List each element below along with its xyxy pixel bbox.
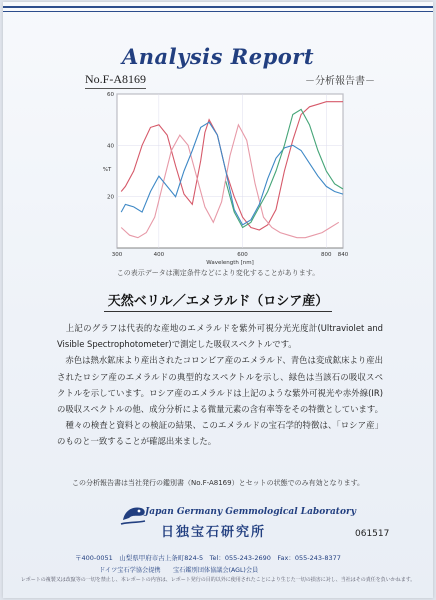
- chart-note: この表示データは測定条件などにより変化することがあります。: [116, 269, 320, 277]
- y-axis-label: %T: [102, 167, 112, 173]
- report-title: Analysis Report: [121, 44, 315, 69]
- x-tick-label: 600: [237, 252, 248, 258]
- report-body: [57, 320, 383, 450]
- y-tick-label: 60: [107, 92, 114, 98]
- x-axis-label: Wavelength [nm]: [206, 260, 254, 266]
- paragraph-1: 上記のグラフは代表的な産地のエメラルドを紫外可視分光光度計(Ultraviolet and Visible Spectrophotometer)で測定した吸収スペクトルです。: [57, 323, 383, 350]
- x-tick-label: 300: [111, 252, 123, 258]
- x-tick-label: 400: [153, 252, 165, 258]
- validity-footnote: この分析報告書は当社発行の鑑別書（No.F-A8169）とセットの状態でのみ有効となります。: [71, 479, 365, 487]
- section-title-text: 天然ベリル／エメラルド（ロシア産）: [104, 294, 333, 312]
- report-sheet: [3, 2, 433, 598]
- paragraph-3: 種々の検査と資料との検証の結果、このエメラルドの宝石学的特徴は、「ロシア産」のものと一致することが確認出来ました。: [57, 420, 383, 447]
- fine-print: レポートの複製又は改竄等の一切を禁止し、本レポートの内容は、レポート発行の目的以外に使用されたことにより生じた一切の損害に対し、当社はその責任を負いかねます。: [20, 577, 416, 583]
- report-number: No.F-A8169: [85, 72, 146, 89]
- spectrum-chart: [95, 88, 353, 266]
- x-tick-label: 840: [337, 252, 349, 258]
- y-tick-label: 20: [107, 194, 114, 201]
- lab-name-jp: 日独宝石研究所: [161, 525, 267, 540]
- header-rule-thin: [3, 11, 433, 12]
- paragraph-2: 赤色は熱水鉱床より産出されたコロンビア産のエメラルド、青色は変成鉱床より産出されたロシア産のエメラルドの典型的なスペクトルを示し、緑色は当該石の吸収スペクトルを示しています。ロシア産のエメラルドは上記のような紫外可視光や赤外線(IR)の吸収スペクトルの他、成分分析による微量元素の含有率等をその特徴としています。: [57, 355, 383, 415]
- y-tick-label: 40: [107, 143, 114, 150]
- section-title: [3, 290, 433, 309]
- lab-affiliation: ドイツ宝石学協会提携 宝石鑑別団体協議会(AGL)会員: [99, 567, 259, 574]
- report-subtitle: －分析報告書－: [305, 76, 375, 87]
- document-code: 061517: [355, 529, 390, 539]
- lab-address: 〒400-0051 山梨県甲府市古上条町824-5 Tel：055-243-2690 Fax：055-243-8377: [75, 554, 341, 562]
- lab-name: Japan Germany Gemmological Laboratory: [145, 507, 356, 517]
- x-tick-label: 800: [321, 252, 332, 258]
- header-rule-top: [3, 6, 433, 8]
